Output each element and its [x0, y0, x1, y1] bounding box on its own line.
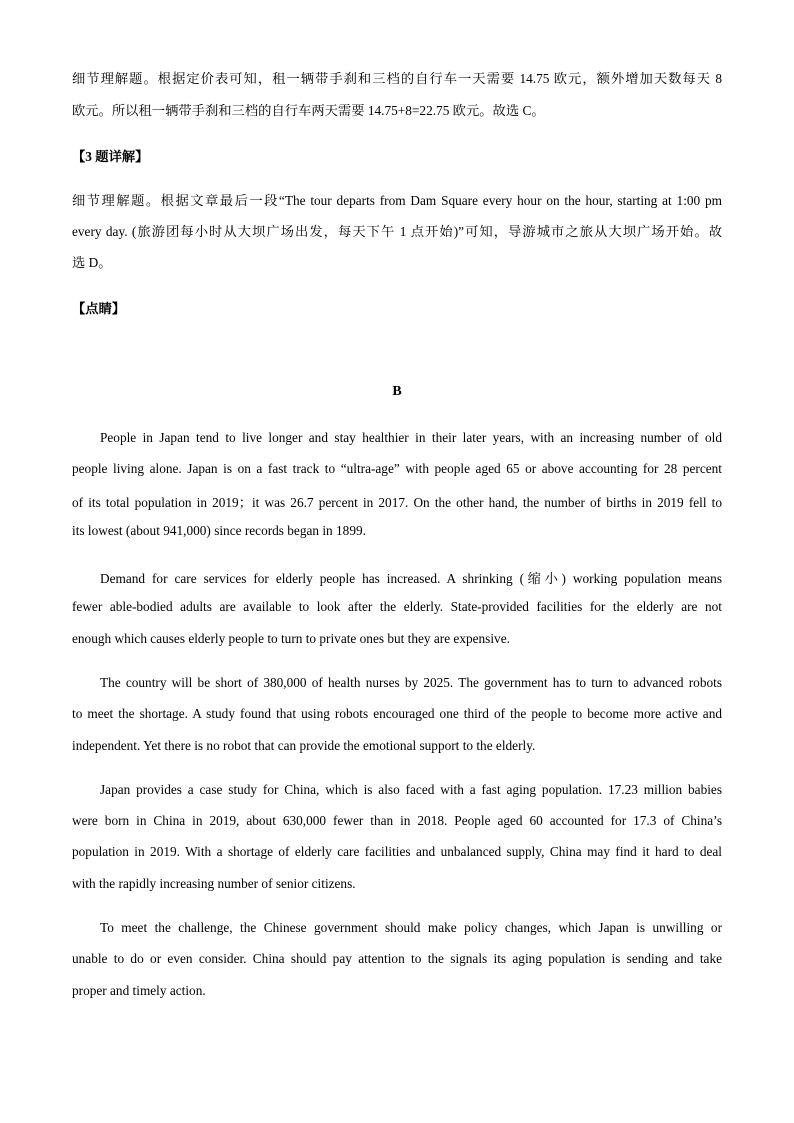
paragraph-4-line-3: population in 2019. With a shortage of elderly care facilities and unbalanced supply, China may find it hard to deal: [72, 844, 722, 859]
q3-explanation-line-3: 选 D。: [72, 255, 112, 270]
paragraph-1-line-3: of its total population in 2019；it was 26.7 percent in 2017. On the other hand, the number of births in 2019 fell to: [72, 495, 722, 510]
q3-explanation-line-2: every day. (旅游团每小时从大坝广场出发，每天下午 1 点开始)”可知，导游城市之旅从大坝广场开始。故: [72, 224, 722, 239]
paragraph-5-line-3: proper and timely action.: [72, 983, 206, 998]
paragraph-1-line-1: People in Japan tend to live longer and stay healthier in their later years, with an increasing number of old: [100, 430, 722, 445]
comment-heading: 【点睛】: [72, 301, 126, 316]
paragraph-5-line-2: unable to do or even consider. China should pay attention to the signals its aging population is sending and take: [72, 951, 722, 966]
paragraph-2-line-1: Demand for care services for elderly people has increased. A shrinking (缩小) working population means: [100, 571, 722, 586]
paragraph-2-line-3: enough which causes elderly people to turn to private ones but they are expensive.: [72, 631, 510, 646]
paragraph-3-line-2: to meet the shortage. A study found that using robots encouraged one third of the people to become more active and: [72, 706, 722, 721]
paragraph-4-line-1: Japan provides a case study for China, which is also faced with a fast aging population. 17.23 million babies: [100, 782, 722, 797]
paragraph-1-line-2: people living alone. Japan is on a fast track to “ultra-age” with people aged 65 or above accounting for 28 percent: [72, 461, 722, 476]
q2-explanation-line-1: 细节理解题。根据定价表可知，租一辆带手刹和三档的自行车一天需要 14.75 欧元，额外增加天数每天 8: [72, 71, 722, 86]
paragraph-5-line-1: To meet the challenge, the Chinese government should make policy changes, which Japan is unwilling or: [100, 920, 722, 935]
paragraph-4-line-2: were born in China in 2019, about 630,000 fewer than in 2018. People aged 60 accounted for 17.3 of China’s: [72, 813, 722, 828]
passage-title: B: [392, 384, 402, 399]
q3-heading: 【3 题详解】: [72, 149, 149, 164]
q3-explanation-line-1: 细节理解题。根据文章最后一段“The tour departs from Dam Square every hour on the hour, starting at 1:00 pm: [72, 193, 722, 208]
q2-explanation-line-2: 欧元。所以租一辆带手刹和三档的自行车两天需要 14.75+8=22.75 欧元。故选 C。: [72, 103, 545, 118]
paragraph-1-line-4: its lowest (about 941,000) since records began in 1899.: [72, 523, 366, 538]
paragraph-3-line-1: The country will be short of 380,000 of health nurses by 2025. The government has to turn to advanced robots: [100, 675, 722, 690]
paragraph-4-line-4: with the rapidly increasing number of senior citizens.: [72, 876, 356, 891]
paragraph-3-line-3: independent. Yet there is no robot that can provide the emotional support to the elderly.: [72, 738, 536, 753]
paragraph-2-line-2: fewer able-bodied adults are available to look after the elderly. State-provided facilities for the elderly are not: [72, 599, 722, 614]
